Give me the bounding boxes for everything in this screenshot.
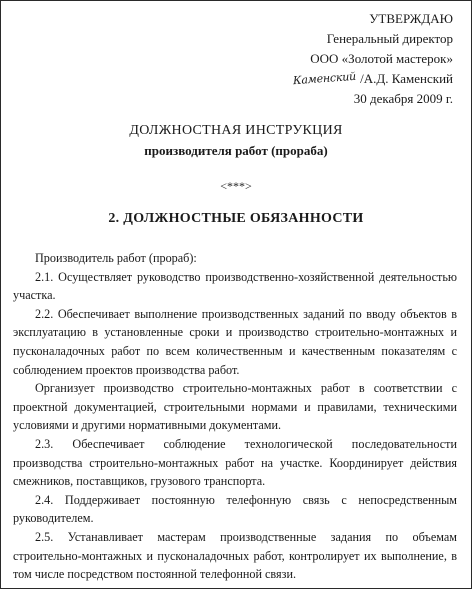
section-title: 2. ДОЛЖНОСТНЫЕ ОБЯЗАННОСТИ [108,211,364,226]
approval-heading: УТВЕРЖДАЮ [369,11,453,26]
paragraph: Организует производство строительно-монтажных работ в соответствии с проектной документацией, строительными нормами и правилами, техническими условиями и другими нормативными документами. [13,381,457,433]
approval-signer: /А.Д. Каменский [360,71,453,86]
paragraph: 2.4. Поддерживает постоянную телефонную связь с непосредственным руководителем. [13,492,457,526]
separator: <***> [220,179,252,193]
approval-position: Генеральный директор [326,31,453,46]
paragraph: 2.2. Обеспечивает выполнение производственных заданий по вводу объектов в эксплуатацию в установленные сроки и производство строительно-монтажных и пусконаладочных работ по всем количественным и качественным показателям с соблюдением проектов производства работ. [13,306,457,377]
signature-line [293,69,453,89]
approval-company: ООО «Золотой мастерок» [310,51,453,66]
approval-date: 30 декабря 2009 г. [353,91,453,106]
document-body [13,249,457,584]
paragraph: 2.3. Обеспечивает соблюдение технологической последовательности производства строительно-монтажных работ на участке. Координирует действия смежников, поставщиков, грузового транспорта. [13,436,457,489]
document-title: ДОЛЖНОСТНАЯ ИНСТРУКЦИЯ [129,123,343,138]
paragraph: 2.5. Устанавливает мастерам производственные задания по объемам строительно-монтажных и пусконаладочных работ, контролирует их выполнение, в том числе посредством постоянной телефонной связи. [13,529,457,582]
handwritten-signature: Каменский [292,69,357,88]
paragraph: 2.1. Осуществляет руководство производственно-хозяйственной деятельностью участка. [13,269,457,303]
approval-block [293,9,453,109]
paragraph: Производитель работ (прораб): [35,251,197,265]
document-subtitle: производителя работ (прораба) [144,143,328,158]
